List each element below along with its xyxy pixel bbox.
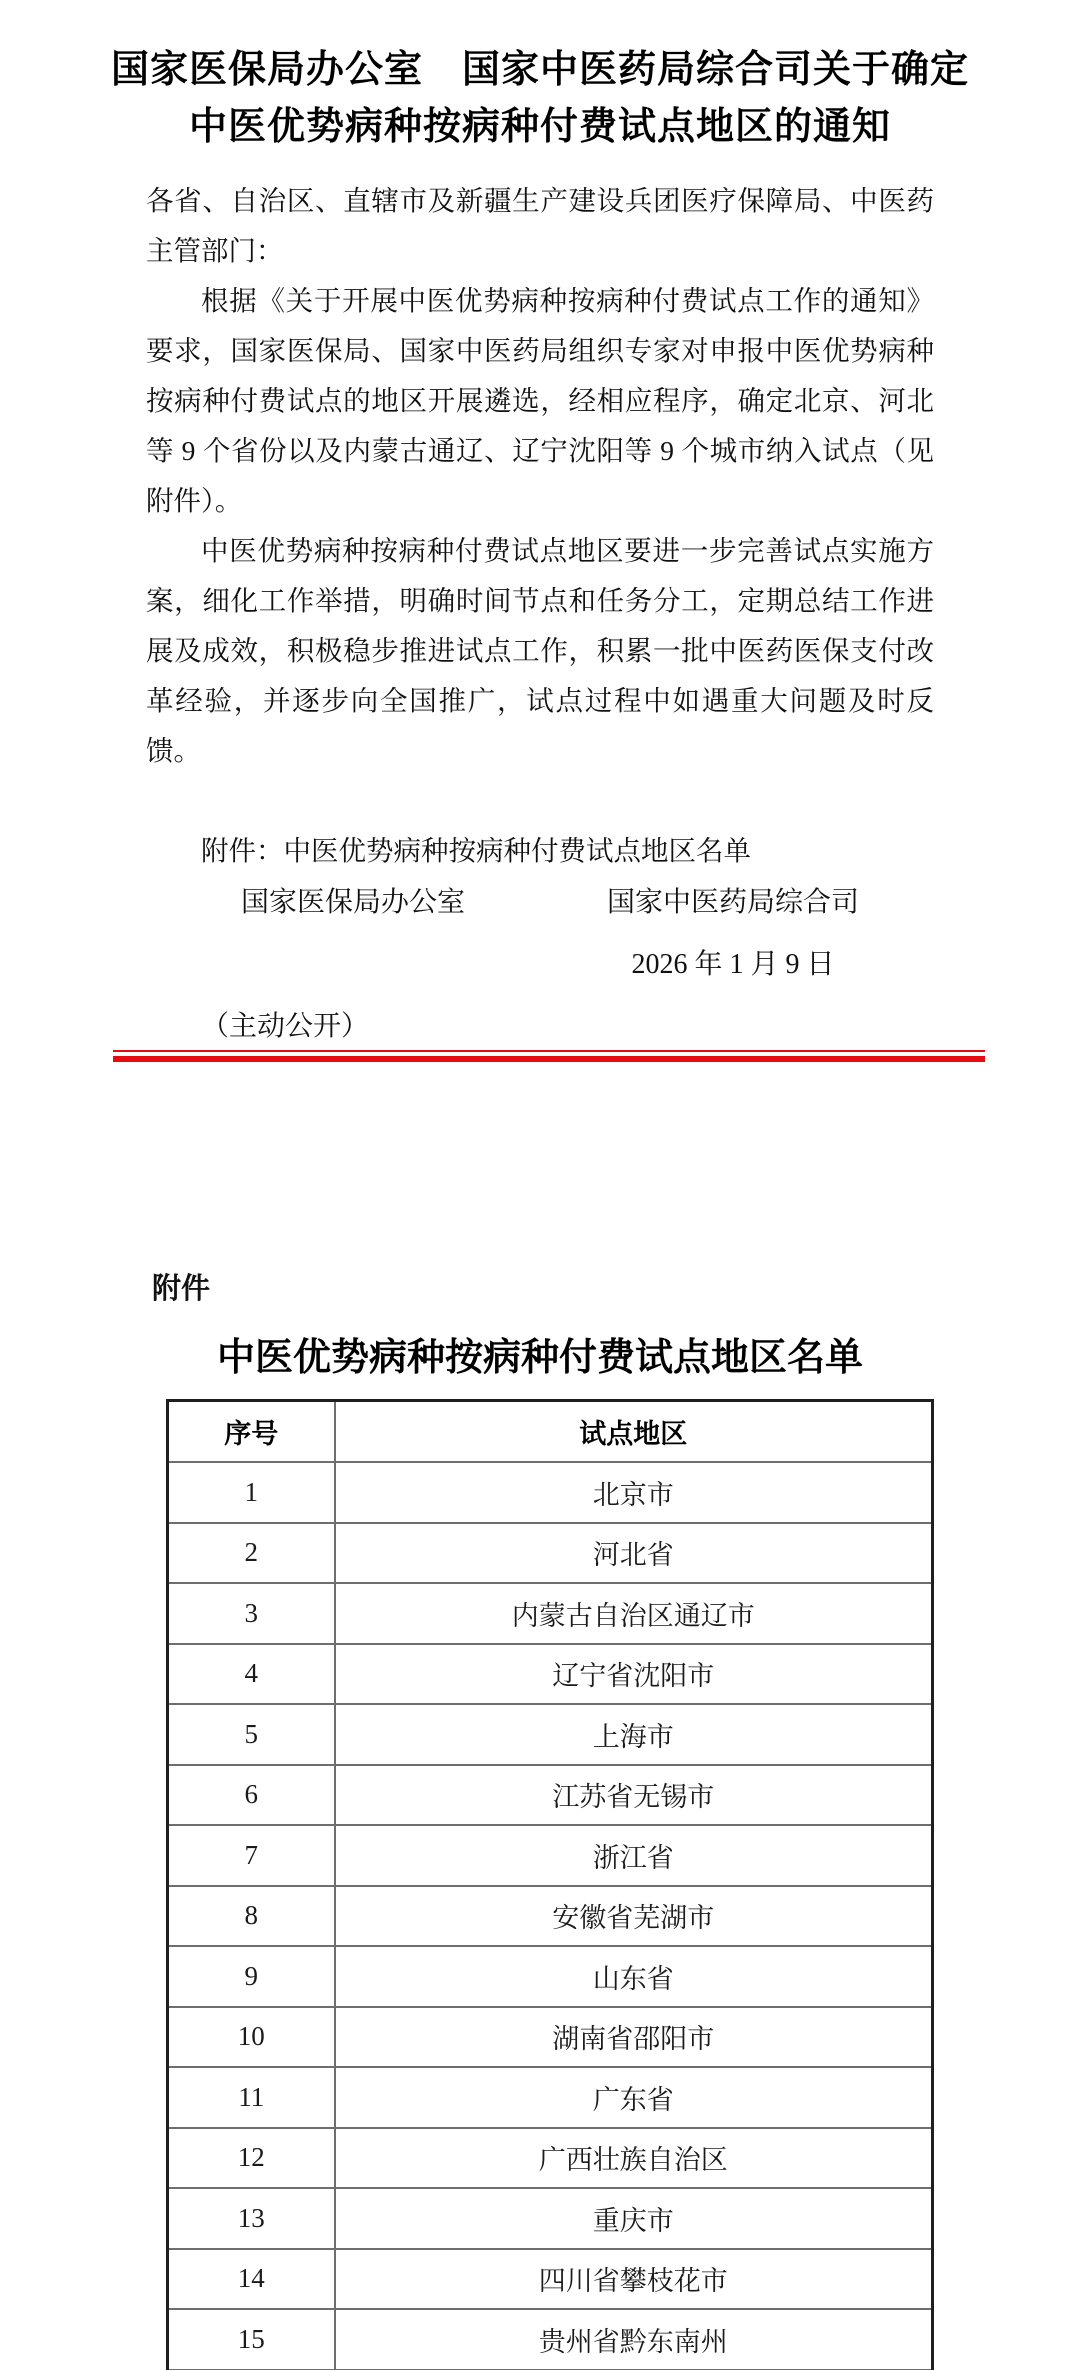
- header-cell-index: 序号: [168, 1401, 335, 1463]
- row-index-cell: 3: [168, 1583, 335, 1644]
- red-divider-thick-line: [113, 1056, 985, 1062]
- region-cell: 广西壮族自治区: [335, 2128, 933, 2189]
- signer-right: 国家中医药局综合司: [606, 887, 859, 918]
- table-row: [168, 1583, 933, 1644]
- table-row: [168, 1644, 933, 1705]
- row-index-cell: 12: [168, 2128, 335, 2189]
- notice-title-line1: 国家医保局办公室 国家中医药局综合司关于确定: [110, 49, 969, 91]
- row-index-cell: 15: [168, 2309, 335, 2370]
- row-index-cell: 11: [168, 2067, 335, 2128]
- row-index-cell: 6: [168, 1765, 335, 1826]
- table-row: [168, 1765, 933, 1826]
- attachment-label: 附件: [152, 1273, 211, 1305]
- table-row: [168, 2067, 933, 2128]
- table-row: [168, 1704, 933, 1765]
- row-index-cell: 14: [168, 2249, 335, 2310]
- row-index-cell: 4: [168, 1644, 335, 1705]
- pilot-table-header-row: [168, 1401, 933, 1463]
- signature-block: [146, 878, 934, 1052]
- header-cell-region: 试点地区: [335, 1401, 933, 1463]
- region-cell: 内蒙古自治区通辽市: [335, 1583, 933, 1644]
- red-divider: [113, 1050, 985, 1062]
- row-index-cell: 2: [168, 1523, 335, 1584]
- paragraph-basis: 根据《关于开展中医优势病种按病种付费试点工作的通知》要求，国家医保局、国家中医药局组织专家对申报中医优势病种按病种付费试点的地区开展遴选，经相应程序，确定北京、河北等 9 个省份以及内蒙古通辽、辽宁沈阳等 9 个城市纳入试点（见附件）。: [146, 285, 934, 516]
- table-row: [168, 1462, 933, 1523]
- region-cell: 湖南省邵阳市: [335, 2007, 933, 2068]
- row-index-cell: 1: [168, 1462, 335, 1523]
- region-cell: 广东省: [335, 2067, 933, 2128]
- disclosure-note: （主动公开）: [201, 1011, 370, 1042]
- table-row: [168, 2188, 933, 2249]
- region-cell: 北京市: [335, 1462, 933, 1523]
- pilot-table-body: [168, 1462, 933, 2370]
- salutation: 各省、自治区、直辖市及新疆生产建设兵团医疗保障局、中医药主管部门：: [146, 185, 934, 266]
- table-row: [168, 1825, 933, 1886]
- row-index-cell: 10: [168, 2007, 335, 2068]
- region-cell: 重庆市: [335, 2188, 933, 2249]
- region-cell: 安徽省芜湖市: [335, 1886, 933, 1947]
- region-cell: 河北省: [335, 1523, 933, 1584]
- signature-row: [146, 878, 934, 990]
- region-cell: 上海市: [335, 1704, 933, 1765]
- row-index-cell: 9: [168, 1946, 335, 2007]
- row-index-cell: 5: [168, 1704, 335, 1765]
- region-cell: 山东省: [335, 1946, 933, 2007]
- attachment-title: 中医优势病种按病种付费试点地区名单: [216, 1337, 863, 1379]
- region-cell: 贵州省黔东南州: [335, 2309, 933, 2370]
- attachment-reference: 附件：中医优势病种按病种付费试点地区名单: [201, 835, 751, 866]
- signer-right-column: [607, 878, 859, 990]
- notice-title-line2: 中医优势病种按病种付费试点地区的通知: [188, 106, 891, 148]
- table-row: [168, 1886, 933, 1947]
- row-index-cell: 8: [168, 1886, 335, 1947]
- table-row: [168, 2309, 933, 2370]
- notice-body: [146, 176, 934, 876]
- red-divider-thin-line: [113, 1050, 985, 1052]
- notice-title: [0, 42, 1080, 156]
- signer-left: 国家医保局办公室: [241, 887, 466, 918]
- table-row: [168, 2249, 933, 2310]
- table-row: [168, 2007, 933, 2068]
- region-cell: 四川省攀枝花市: [335, 2249, 933, 2310]
- table-row: [168, 1946, 933, 2007]
- pilot-table: [166, 1399, 934, 2370]
- signature-date: 2026 年 1 月 9 日: [631, 949, 835, 980]
- row-index-cell: 7: [168, 1825, 335, 1886]
- table-row: [168, 1523, 933, 1584]
- region-cell: 辽宁省沈阳市: [335, 1644, 933, 1705]
- region-cell: 浙江省: [335, 1825, 933, 1886]
- region-cell: 江苏省无锡市: [335, 1765, 933, 1826]
- table-row: [168, 2128, 933, 2189]
- paragraph-requirements: 中医优势病种按病种付费试点地区要进一步完善试点实施方案，细化工作举措，明确时间节点和任务分工，定期总结工作进展及成效，积极稳步推进试点工作，积累一批中医药医保支付改革经验，并逐步向全国推广，试点过程中如遇重大问题及时反馈。: [146, 535, 934, 766]
- row-index-cell: 13: [168, 2188, 335, 2249]
